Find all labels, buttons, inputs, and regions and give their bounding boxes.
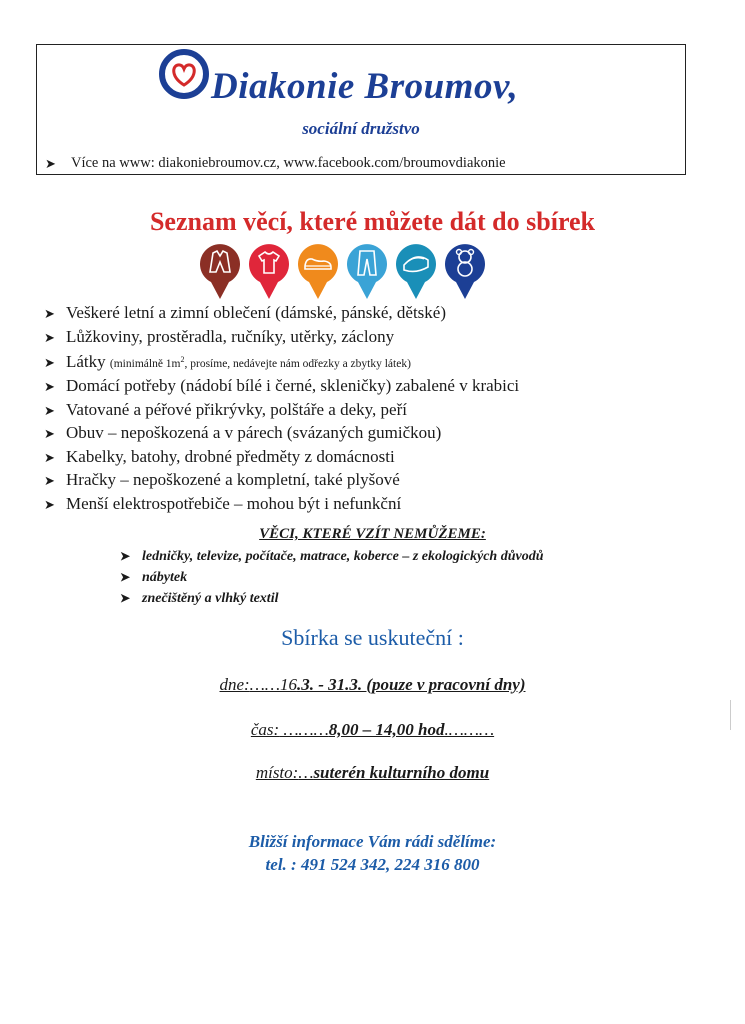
list-item: ➤ znečištěný a vlhký textil xyxy=(120,588,543,609)
website-text: Více na www: diakoniebroumov.cz, www.facebook.com/broumovdiakonie xyxy=(71,155,506,171)
arrow-bullet-icon: ➤ xyxy=(120,591,131,605)
header-box xyxy=(36,44,686,175)
list-item: ➤ Látky (minimálně $1m^2$, prosíme, nedávejte nám odřezky a zbytky látek) xyxy=(44,349,519,375)
donation-list-title: Seznam věcí, které můžete dát do sbírek xyxy=(149,207,596,236)
arrow-bullet-icon: ➤ xyxy=(120,549,131,563)
arrow-bullet-icon: ➤ xyxy=(44,354,55,370)
arrow-bullet-icon: ➤ xyxy=(44,379,55,395)
place-label: místo: xyxy=(255,763,299,782)
category-icons xyxy=(198,242,487,304)
collection-title: Sbírka se uskuteční : xyxy=(281,625,464,650)
trousers-icon xyxy=(345,242,389,300)
date-label: dne: xyxy=(219,675,250,694)
not-accepted-title: VĚCI, KTERÉ VZÍT NEMŮŽEME: xyxy=(259,526,486,542)
arrow-bullet-icon: ➤ xyxy=(44,449,55,465)
shoe-icon xyxy=(296,242,340,300)
heart-logo-icon xyxy=(157,47,211,101)
arrow-bullet-icon: ➤ xyxy=(44,402,55,418)
time-label: čas: xyxy=(250,720,280,739)
not-accepted-list xyxy=(120,546,543,609)
scan-edge-mark xyxy=(730,700,733,730)
arrow-bullet-icon: ➤ xyxy=(44,306,55,321)
jacket-icon xyxy=(198,242,242,300)
list-item: ➤ ledničky, televize, počítače, matrace, koberce – z ekologických důvodů xyxy=(120,546,543,567)
teddy-bear-icon xyxy=(443,242,487,300)
bedding-icon xyxy=(394,242,438,300)
list-item: ➤ Veškeré letní a zimní oblečení (dámské, pánské, dětské) xyxy=(44,302,519,326)
list-item: ➤ Kabelky, batohy, drobné předměty z domácnosti xyxy=(44,446,519,470)
tshirt-icon xyxy=(247,242,291,300)
list-item: ➤ Menší elektrospotřebiče – mohou být i nefunkční xyxy=(44,493,519,517)
arrow-bullet-icon: ➤ xyxy=(44,496,55,512)
contact-info-line: Bližší informace Vám rádi sdělíme: xyxy=(248,832,497,851)
arrow-bullet-icon: ➤ xyxy=(120,570,131,584)
organization-subtitle: sociální družstvo xyxy=(302,119,420,138)
contact-phone-line: tel. : 491 524 342, 224 316 800 xyxy=(265,855,480,874)
organization-name: Diakonie Broumov, xyxy=(211,66,519,107)
list-item: ➤ Vatované a péřové přikrývky, polštáře a deky, peří xyxy=(44,399,519,423)
list-item: ➤ nábytek xyxy=(120,567,543,588)
website-line xyxy=(45,155,506,172)
collection-place: místo:…suterén kulturního domu xyxy=(255,763,490,782)
collection-time: čas: ………8,00 – 14,00 hod.……… xyxy=(250,720,495,739)
place-value: suterén kulturního domu xyxy=(313,763,490,782)
collection-date: dne:……16.3. - 31.3. (pouze v pracovní dny) xyxy=(219,675,526,694)
list-item: ➤ Hračky – nepoškozené a kompletní, také plyšové xyxy=(44,469,519,493)
donation-items-list xyxy=(44,302,519,516)
arrow-bullet-icon: ➤ xyxy=(44,473,55,489)
arrow-bullet-icon: ➤ xyxy=(44,426,55,442)
date-value: .3. - 31.3. (pouze v pracovní dny) xyxy=(296,675,526,694)
arrow-bullet-icon: ➤ xyxy=(45,155,56,171)
list-item: ➤ Obuv – nepoškozená a v párech (svázaných gumičkou) xyxy=(44,422,519,446)
time-value: 8,00 – 14,00 hod xyxy=(328,720,445,739)
fabric-note: (minimálně $1m^2$, prosíme, nedávejte nám odřezky a zbytky látek) xyxy=(109,355,411,370)
list-item: ➤ Domácí potřeby (nádobí bílé i černé, skleničky) zabalené v krabici xyxy=(44,375,519,399)
list-item: ➤ Lůžkoviny, prostěradla, ručníky, utěrky, záclony xyxy=(44,326,519,350)
arrow-bullet-icon: ➤ xyxy=(44,329,55,345)
